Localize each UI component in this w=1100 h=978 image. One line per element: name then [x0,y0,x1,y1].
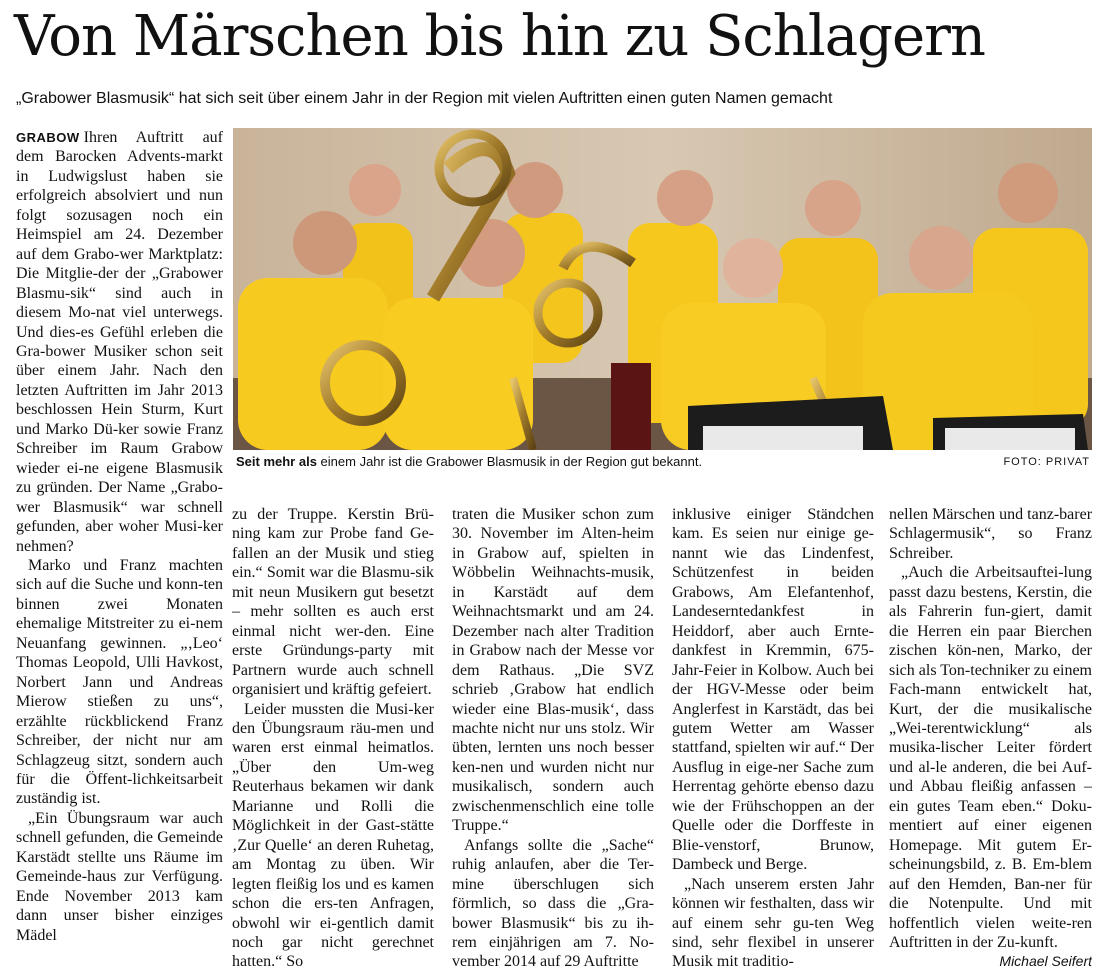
headline: Von Märschen bis hin zu Schlagern [14,4,985,69]
paragraph: zu der Truppe. Kerstin Brü-ning kam zur Probe fand Ge-fallen an der Musik und stieg ein.“ Somit war die Blasmu-sik mit neun Musikern gut besetzt – mehr sollten es auch erst einmal nicht wer-den. Eine erste Gründungs-party mit Partnern wurde auch schnell organisiert und kräftig gefeiert. [232,506,434,699]
caption-text: einem Jahr ist die Grabower Blasmusik in der Region gut bekannt. [316,454,703,469]
article-column-3 [452,505,654,976]
article-column-2 [232,505,434,976]
article-column-4 [672,505,874,976]
paragraph-text: Ihren Auftritt auf dem Barocken Advents-markt in Ludwigslust haben sie erfolgreich absolviert und nun folgt sozusagen noch ein Heimspiel am 24. Dezember auf dem Grabo-wer Marktplatz: Die Mitglie-der der „Grabower Blasmu-sik“ sind auch in diesem Mo-nat viel unterwegs. Und dies-es Gefühl erleben die Gra-bower Musiker schon seit über einem Jahr. Nach den letzten Auftritten im Jahr 2013 beschlossen Hein Sturm, Kurt und Marko Dü-ker sowie Franz Schreiber im Raum Grabow wieder ei-ne eigene Blasmusik zu gründen. Der Name „Grabo-wer Blasmusik“ war schnell gefunden, aber woher Musi-ker nehmen? [16,129,223,555]
dateline: GRABOW [16,130,80,145]
photo-credit: FOTO: PRIVAT [1003,456,1090,468]
article-column-1 [16,128,223,976]
paragraph: nellen Märschen und tanz-barer Schlagermusik“, so Franz Schreiber. [889,506,1092,562]
subheadline: „Grabower Blasmusik“ hat sich seit über einem Jahr in der Region mit vielen Auftritten einen guten Namen gemacht [16,90,833,107]
paragraph: „Auch die Arbeitsauftei-lung passt dazu bestens, Kerstin, die als Fahrerin fun-giert, damit die Herren ein paar Bierchen zischen kön-nen, Marko, der sich als Ton-techniker zu einem Fach-mann entwickelt hat, Kurt, der die musikalische „Wei-terentwicklung“ als musika-lischer Leiter fördert und al-le anderen, die bei Auf-und Abbau fleißig anfassen – ein gutes Team eben.“ Doku-mentiert auf einer eigenen Homepage. Mit gutem Er-scheinungsbild, z. B. Em-blem auf den Hemden, Ban-ner für die Notenpulte. Und mit hoffentlich vielen weite-ren Auftritten in der Zu-kunft. [889,564,1092,951]
paragraph: inklusive einiger Ständchen kam. Es seien nur einige ge-nannt wie das Lindenfest, Schützenfest in beiden Grabows, Am Elefantenhof, Landeserntedankfest in Heiddorf, aber auch Ernte-dankfest in Kremmin, 675-Jahr-Feier in Kolbow. Auch bei der HGV-Messe oder beim Anglerfest in Karstädt, das bei gutem Wetter am Wasser stattfand, spielten wir auf.“ Der Ausflug in eige-ner Sache zum Herrentag gehörte ebenso dazu wie der Frühschoppen an der Quelle oder die Dorffeste in Blie-venstorf, Brunow, Dambeck und Berge. [672,506,874,874]
band-photo-illustration [233,128,1092,450]
paragraph: Anfangs sollte die „Sache“ ruhig anlaufen, aber die Ter-mine überschlugen sich förmlich, so dass die „Gra-bower Blasmusik“ bis zu ih-rem einjährigen am 7. No-vember 2014 auf 29 Auftritte [452,836,654,971]
article-column-5 [889,505,1092,976]
paragraph: Marko und Franz machten sich auf die Suche und konn-ten binnen zwei Monaten ehemalige Mitstreiter zu ei-nem Neuanfang gewinnen. „‚Leo‘ Thomas Leopold, Ulli Havkost, Norbert Jann und Andreas Mierow stießen zu uns“, erzählte rückblickend Franz Schreiber, der nicht nur am Schlagzeug sitzt, sondern auch für die Öffent-lichkeitsarbeit zuständig ist. [16,556,223,808]
photo-caption [236,454,702,469]
paragraph: traten die Musiker schon zum 30. November im Alten-heim in Grabow auf, spielten in Wöbbelin Weihnachts-musik, in Karstädt auf dem Weihnachtsmarkt und am 24. Dezember nach alter Tradition in Grabow nach der Messe vor dem Rathaus. „Die SVZ schrieb ‚Grabow hat endlich wieder eine Blas-musik‘, dass machte nicht nur uns stolz. Wir übten, lernten uns noch besser ken-nen und wurden nicht nur musikalisch, sondern auch zwischenmenschlich eine tolle Truppe.“ [452,506,654,835]
caption-lead: Seit mehr als [236,454,317,469]
paragraph: „Ein Übungsraum war auch schnell gefunden, die Gemeinde Karstädt stellte uns Räume im Gemeinde-haus zur Verfügung. Ende November 2013 kam dann unser bisher einziges Mädel [16,809,223,944]
author-byline: Michael Seifert [999,953,1092,970]
paragraph [16,128,223,556]
band-photo [233,128,1092,450]
paragraph: „Nach unserem ersten Jahr können wir festhalten, dass wir auf einem sehr gu-ten Weg sind, sehr flexibel in unserer Musik mit traditio- [672,875,874,971]
paragraph: Leider mussten die Musi-ker den Übungsraum räu-men und waren erst einmal heimatlos. „Über den Um-weg Reuterhaus bekamen wir dank Marianne und Rolli die Möglichkeit in der Gast-stätte ‚Zur Quelle‘ an deren Ruhetag, am Montag zu üben. Wir legten fleißig los und es kamen schon die ers-ten Anfragen, obwohl wir ei-gentlich damit noch gar nicht gerechnet hatten.“ So [232,700,434,971]
